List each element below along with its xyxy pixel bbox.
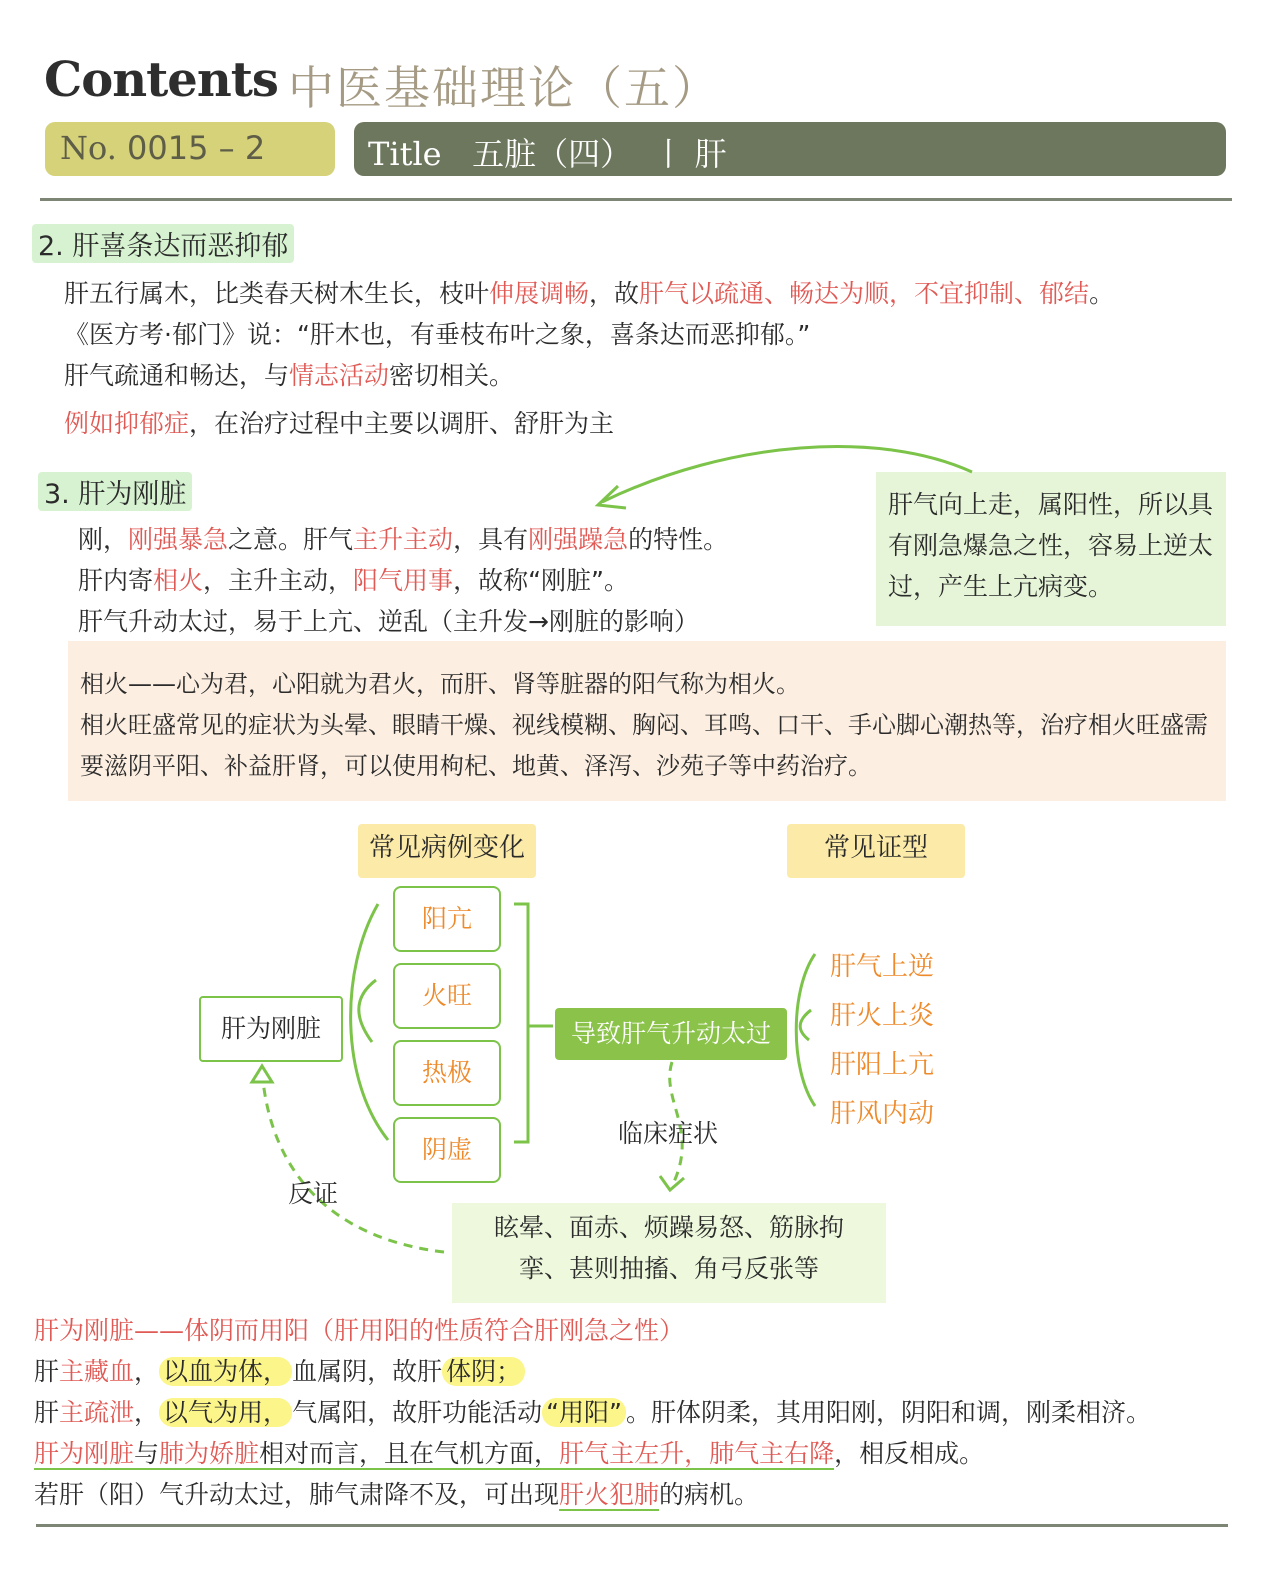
bottom-line5 xyxy=(34,1475,759,1511)
highlight-text: 刚强暴急 xyxy=(128,525,229,554)
text: 之意。肝气 xyxy=(228,525,354,554)
marked-text: 以气为用， xyxy=(159,1398,292,1427)
change-node: 阳亢 xyxy=(393,886,501,952)
marked-text: “用阳” xyxy=(542,1398,626,1427)
text: ，故 xyxy=(589,279,640,308)
section2-heading-text: 2. 肝喜条达而恶抑郁 xyxy=(32,224,294,263)
section3-heading-text: 3. 肝为刚脏 xyxy=(38,472,192,511)
text: 肝五行属木，比类春天树木生长，枝叶 xyxy=(64,279,490,308)
text: 肝 xyxy=(34,1398,60,1427)
text: ，故称“刚脏”。 xyxy=(453,566,629,595)
number-label: No. xyxy=(60,129,117,167)
pattern-item: 肝阳上亢 xyxy=(830,1050,935,1080)
symptoms-node xyxy=(452,1203,886,1303)
marked-text: 体阴； xyxy=(442,1357,525,1386)
explanation-text xyxy=(80,664,1220,787)
highlight-text: 刚强躁急 xyxy=(528,525,629,554)
highlight-text: 伸展调畅 xyxy=(489,279,590,308)
text: 肝 xyxy=(34,1357,60,1386)
text: ， xyxy=(134,1398,160,1427)
section3-line2 xyxy=(78,561,629,597)
explanation-line2: 相火旺盛常见的症状为头晕、眼睛干燥、视线模糊、胸闷、耳鸣、口干、手心脚心潮热等，治疗相火旺盛需要滋阴平阳、补益肝肾，可以使用枸杞、地黄、泽泻、沙苑子等中药治疗。 xyxy=(80,711,1208,780)
section2-line4 xyxy=(64,404,614,440)
text: ，相反相成。 xyxy=(834,1439,985,1468)
section3-line3: 肝气升动太过，易于上亢、逆乱（主升发→刚脏的影响） xyxy=(78,607,699,636)
highlight-text: 例如抑郁症 xyxy=(64,409,190,438)
footer-divider xyxy=(36,1524,1228,1527)
bottom-line1: 肝为刚脏——体阴而用阳（肝用阳的性质符合肝刚急之性） xyxy=(34,1316,685,1345)
header-divider xyxy=(40,198,1232,201)
contents-label: Contents xyxy=(44,52,278,108)
section3-heading xyxy=(38,472,192,511)
text: 肝内寄 xyxy=(78,566,154,595)
text: 。 xyxy=(1089,279,1115,308)
title-value: 五脏（四） 丨 肝 xyxy=(472,135,727,173)
highlight-text: 主疏泄 xyxy=(59,1398,135,1427)
note-arrow xyxy=(580,430,1000,520)
section3-line1 xyxy=(78,520,728,556)
highlight-text: 情志活动 xyxy=(289,361,390,390)
text: 气属阳，故肝功能活动 xyxy=(292,1398,543,1427)
underlined-text: 肝火犯肺 xyxy=(559,1480,660,1509)
text: 肝气疏通和畅达，与 xyxy=(64,361,290,390)
root-node: 肝为刚脏 xyxy=(199,996,343,1062)
underlined-text: 肝为刚脏 xyxy=(34,1439,135,1468)
pattern-item: 肝风内动 xyxy=(830,1099,935,1129)
highlight-text: 肝气以疏通、畅达为顺，不宜抑制、郁结 xyxy=(639,279,1090,308)
reverse-label: 反证 xyxy=(288,1179,339,1208)
common-changes-header: 常见病例变化 xyxy=(358,824,536,878)
number-value: 0015 – 2 xyxy=(127,129,266,167)
section2-line2: 《医方考·郁门》说：“肝木也，有垂枝布叶之象，喜条达而恶抑郁。” xyxy=(64,320,811,349)
text: ， xyxy=(134,1357,160,1386)
highlight-text: 相火 xyxy=(153,566,204,595)
title-banner-text xyxy=(368,129,727,175)
text: 的病机。 xyxy=(659,1480,760,1509)
highlight-text: 阳气用事 xyxy=(353,566,454,595)
side-note-text: 肝气向上走，属阳性，所以具有刚急爆急之性，容易上逆太过，产生上亢病变。 xyxy=(888,490,1214,601)
underlined-text: 肺为娇脏 xyxy=(159,1439,260,1468)
explanation-line1: 相火——心为君，心阳就为君火，而肝、肾等脏器的阳气称为相火。 xyxy=(80,670,800,698)
page-title: 中医基础理论（五） xyxy=(288,61,720,115)
change-node: 热极 xyxy=(393,1040,501,1106)
text: 刚， xyxy=(78,525,129,554)
text: 血属阴，故肝 xyxy=(292,1357,443,1386)
title-label: Title xyxy=(368,135,442,173)
text: 的特性。 xyxy=(628,525,729,554)
underlined-text: 肝气主左升，肺气主右降 xyxy=(559,1439,835,1468)
bottom-line2 xyxy=(34,1352,525,1388)
section2-line3 xyxy=(64,356,514,392)
section2-heading xyxy=(32,224,294,263)
marked-text: 以血为体， xyxy=(159,1357,292,1386)
text: 。肝体阴柔，其用阳刚，阴阳和调，刚柔相济。 xyxy=(625,1398,1151,1427)
text: ，主升主动， xyxy=(203,566,354,595)
text: 密切相关。 xyxy=(389,361,515,390)
symptoms-line1: 眩晕、面赤、烦躁易怒、筋脉拘 xyxy=(493,1213,844,1242)
pattern-item: 肝火上炎 xyxy=(830,1001,935,1031)
number-text xyxy=(60,129,265,167)
change-node: 阴虚 xyxy=(393,1117,501,1183)
bottom-line3 xyxy=(34,1393,1151,1429)
symptoms-line2: 挛、甚则抽搐、角弓反张等 xyxy=(518,1254,819,1283)
text: ，具有 xyxy=(453,525,529,554)
change-node: 火旺 xyxy=(393,963,501,1029)
section2-line1 xyxy=(64,274,1114,310)
text: ，在治疗过程中主要以调肝、舒肝为主 xyxy=(189,409,615,438)
clinical-label: 临床症状 xyxy=(618,1119,719,1148)
bottom-line4 xyxy=(34,1434,984,1470)
highlight-text: 主藏血 xyxy=(59,1357,135,1386)
common-patterns-header: 常见证型 xyxy=(787,824,965,878)
text: 若肝（阳）气升动太过，肺气肃降不及，可出现 xyxy=(34,1480,560,1509)
underlined-text: 相对而言，且在气机方面， xyxy=(259,1439,560,1468)
pattern-item: 肝气上逆 xyxy=(830,952,935,982)
underlined-text: 与 xyxy=(134,1439,160,1468)
cause-node: 导致肝气升动太过 xyxy=(555,1008,787,1060)
highlight-text: 主升主动 xyxy=(353,525,454,554)
